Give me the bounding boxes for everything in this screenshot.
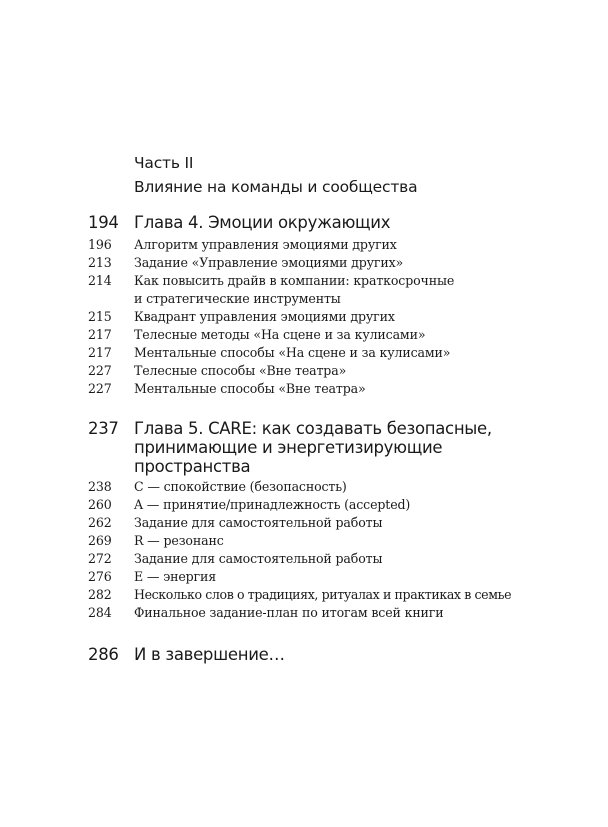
entry-title: R — резонанс bbox=[134, 533, 224, 548]
entry-title: Ментальные способы «Вне театра» bbox=[134, 381, 366, 396]
entry-page-number: 217 bbox=[88, 327, 112, 342]
entry-page-number: 217 bbox=[88, 345, 112, 360]
chapter-title: И в завершение… bbox=[134, 645, 285, 664]
chapter-title: Глава 5. CARE: как создавать безопасные, принимающие и энергетизирующие пространства bbox=[134, 419, 492, 476]
entry-title: A — принятие/принадлежность (accepted) bbox=[134, 497, 411, 512]
entry-page-number: 227 bbox=[88, 363, 112, 378]
entry-title: Ментальные способы «На сцене и за кулисами» bbox=[134, 345, 451, 360]
entry-title: Квадрант управления эмоциями других bbox=[134, 309, 395, 324]
chapter-page-number: 286 bbox=[88, 645, 119, 664]
chapter-page-number: 194 bbox=[88, 213, 119, 232]
part-label: Часть II bbox=[134, 154, 194, 172]
entry-title: Телесные способы «Вне театра» bbox=[134, 363, 347, 378]
entry-page-number: 227 bbox=[88, 381, 112, 396]
entry-title: Телесные методы «На сцене и за кулисами» bbox=[134, 327, 426, 342]
entry-page-number: 260 bbox=[88, 497, 112, 512]
entry-page-number: 238 bbox=[88, 479, 112, 494]
entry-page-number: 284 bbox=[88, 605, 112, 620]
entry-page-number: 262 bbox=[88, 515, 112, 530]
entry-page-number: 213 bbox=[88, 255, 112, 270]
entry-page-number: 272 bbox=[88, 551, 112, 566]
part-heading bbox=[134, 151, 417, 199]
part-title: Влияние на команды и сообщества bbox=[134, 178, 418, 196]
chapter-title: Глава 4. Эмоции окружающих bbox=[134, 213, 391, 232]
chapter-page-number: 237 bbox=[88, 419, 119, 438]
entry-page-number: 215 bbox=[88, 309, 112, 324]
entry-title: E — энергия bbox=[134, 569, 217, 584]
entry-page-number: 276 bbox=[88, 569, 112, 584]
entry-title: Финальное задание-план по итогам всей книги bbox=[134, 605, 444, 620]
entry-page-number: 282 bbox=[88, 587, 112, 602]
entry-title: Как повысить драйв в компании: краткосрочные и стратегические инструменты bbox=[134, 273, 455, 306]
entry-title: Алгоритм управления эмоциями других bbox=[134, 237, 397, 252]
entry-page-number: 269 bbox=[88, 533, 112, 548]
entry-title: Задание для самостоятельной работы bbox=[134, 515, 383, 530]
entry-page-number: 196 bbox=[88, 237, 112, 252]
entry-title: Несколько слов о традициях, ритуалах и практиках в семье bbox=[134, 587, 512, 602]
entry-title: Задание «Управление эмоциями других» bbox=[134, 255, 404, 270]
entry-title: Задание для самостоятельной работы bbox=[134, 551, 383, 566]
entry-page-number: 214 bbox=[88, 273, 112, 288]
entry-title: C — спокойствие (безопасность) bbox=[134, 479, 347, 494]
